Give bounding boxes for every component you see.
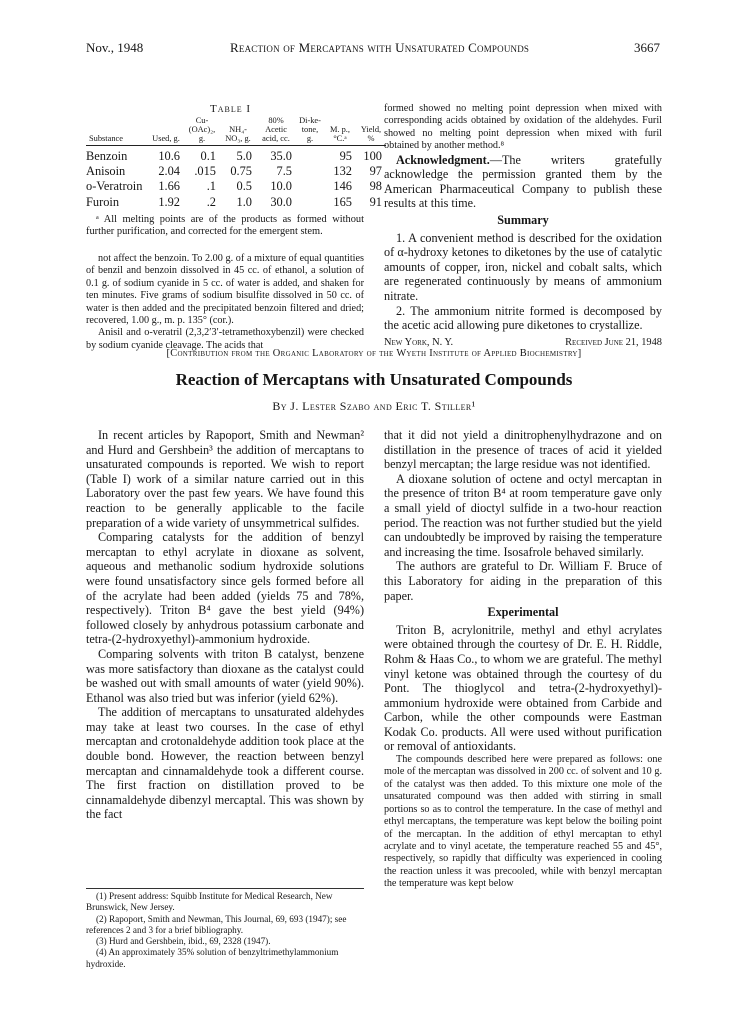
table-cell: 100 xyxy=(363,149,382,163)
table-cell: 2.04 xyxy=(158,164,180,179)
table-header-cell: Substance xyxy=(86,116,148,146)
table-cell: 1.92 xyxy=(158,194,180,209)
table-header-cell: 80% Acetic acid, cc. xyxy=(256,116,296,146)
table-header-cell: M. p., °C.ᵃ xyxy=(324,116,356,146)
received-date: Received June 21, 1948 xyxy=(565,336,662,348)
article-title: Reaction of Mercaptans with Unsaturated Compounds xyxy=(175,370,573,389)
data-table xyxy=(86,116,386,210)
paragraph: The compounds described here were prepared as follows: one mole of the mercaptan was dissolved in 200 cc. of solvent and 10 g. of the catalyst was then added. To this mixture one mole of the unsaturated compound was then added with stirring in small portions so as to control the temperature. In the case of methyl and ethyl mercaptans, the temperature was kept below the boiling point of the mercaptan. In the addition of ethyl mercaptan to ethyl acrylate and to vinyl acetate, the temperature reached 55 and 45°, respectively, so rapidly that difficulty was experienced in cooling the reaction unless it was precooled, while with benzyl mercaptan the temperature was kept below xyxy=(384,754,662,890)
contribution-line: [Contribution from the Organic Laboratory of the Wyeth Institute of Applied Biochemistry] xyxy=(166,348,582,359)
top-left-column xyxy=(86,253,364,352)
acknowledgment-heading: Acknowledgment. xyxy=(396,152,490,167)
footnote: (1) Present address: Squibb Institute for Medical Research, New Brunswick, New Jersey. xyxy=(86,891,333,913)
right-body-column xyxy=(384,428,662,891)
table-header-cell: Di-ke-tone, g. xyxy=(296,116,324,146)
table-header-cell: Cu-(OAc)₂, g. xyxy=(184,116,220,146)
table-cell: .015 xyxy=(194,164,216,179)
left-body-column xyxy=(86,428,364,822)
table-row xyxy=(86,146,386,165)
top-right-column xyxy=(384,103,662,350)
page-number: 3667 xyxy=(634,40,660,55)
page-date: Nov., 1948 xyxy=(86,40,144,55)
table-cell: 98 xyxy=(369,179,382,194)
table-cell: Benzoin xyxy=(86,149,128,163)
table-cell: 0.5 xyxy=(236,179,252,194)
footnote: (4) An approximately 35% solution of benzyltrimethylammonium hydroxide. xyxy=(86,947,339,969)
table-cell: 165 xyxy=(333,194,352,209)
table-cell xyxy=(296,179,324,194)
paragraph: Comparing catalysts for the addition of benzyl mercaptan to ethyl acrylate in dioxane as solvent, aqueous and methanolic sodium hydroxide solutions were found unsatisfactory since gels formed before all of the acrylate had been added (yields 75 and 78%, respectively). Triton B⁴ gave the best yield (94%) followed closely by anhydrous potassium carbonate and tetra-(2-hydroxyethyl)-ammonium hydroxide. xyxy=(86,530,364,647)
table-footnote xyxy=(86,214,364,238)
paragraph: The authors are grateful to Dr. William F. Bruce of this Laboratory for aiding in the preparation of this paper. xyxy=(384,559,662,603)
table-cell: 91 xyxy=(369,194,382,209)
footnote: (2) Rapoport, Smith and Newman, This Journal, 69, 693 (1947); see references 2 and 3 for a brief bibliography. xyxy=(86,913,347,935)
table-cell: Furoin xyxy=(86,194,120,209)
acknowledgment-text: —The writers gratefully acknowledge the permission granted them by the American Pharmaceutical Company to publish these results at this time. xyxy=(384,152,662,211)
paragraph: Anisil and o-veratril (2,3,2′3′-tetramethoxybenzil) were checked by sodium cyanide cleavage. The acids that xyxy=(86,327,364,351)
summary-item: 2. The ammonium nitrite formed is decomposed by the acetic acid allowing pure diketones to crystallize. xyxy=(384,303,662,333)
table-cell: 5.0 xyxy=(236,149,252,163)
paragraph: Triton B, acrylonitrile, methyl and ethyl acrylates were obtained through the courtesy of Dr. E. H. Riddle, Rohm & Haas Co., to whom we are grateful. The methyl vinyl ketone was obtained through the courtesy of du Pont. The thioglycol and tetra-(2-hydroxyethyl)-ammonium hydroxide were obtained from Carbide and Carbon, while the other compounds were Eastman Kodak Co. products. All were used without purification or removal of antioxidants. xyxy=(384,622,662,754)
table-title: Table I xyxy=(210,103,252,115)
summary-heading: Summary xyxy=(497,213,549,227)
table-row xyxy=(86,179,386,194)
footnotes xyxy=(86,891,364,970)
table-cell: Anisoin xyxy=(86,164,126,179)
table-cell: 1.66 xyxy=(158,179,180,194)
paragraph: The addition of mercaptans to unsaturated aldehydes may take at least two courses. In the case of ethyl mercaptan and crotonaldehyde addition took place at the double bond. However, the reaction between benzyl mercaptan and cinnamaldehyde took a different course. The first fraction on distillation proved to be cinnamaldehyde dibenzyl mercaptal. This was shown by the fact xyxy=(86,705,364,822)
table-cell: 97 xyxy=(369,164,382,179)
table-cell: 95 xyxy=(339,149,352,163)
table-cell: .1 xyxy=(206,179,216,194)
table-cell: 1.0 xyxy=(236,194,252,209)
experimental-heading: Experimental xyxy=(487,605,559,620)
table-cell: .2 xyxy=(206,194,216,209)
paragraph: In recent articles by Rapoport, Smith and Newman² and Hurd and Gershbein³ the addition of mercaptans to unsaturated compounds is reported. We wish to report (Table I) work of a similar nature carried out in this Laboratory over the past few years. We have found this reaction to be generally applicable to the facile preparation of a wide variety of unsymmetrical sulfides. xyxy=(86,428,364,530)
table-cell: 10.0 xyxy=(270,179,292,194)
table-cell xyxy=(296,195,324,210)
table-header-cell: NH₄-NO₃, g. xyxy=(220,116,256,146)
running-title: Reaction of Mercaptans with Unsaturated Compounds xyxy=(230,40,530,55)
paragraph: that it did not yield a dinitrophenylhydrazone and on distillation in the presence of traces of acid it yielded benzyl mercaptan; the large residue was not identified. xyxy=(384,428,662,472)
acknowledgment xyxy=(384,153,662,211)
footnote-rule xyxy=(86,888,364,889)
table-row xyxy=(86,195,386,210)
table-cell: 0.75 xyxy=(230,164,252,179)
summary-item: 1. A convenient method is described for the oxidation of α-hydroxy ketones to diketones by the use of catalytic amounts of copper, iron, nickel and cobalt salts, which are regenerated continuously by means of ammonium nitrate. xyxy=(384,230,662,303)
table-header-row xyxy=(86,116,386,146)
table-header-cell: Used, g. xyxy=(148,116,184,146)
table-cell: 132 xyxy=(333,164,352,179)
byline: By J. Lester Szabo and Eric T. Stiller¹ xyxy=(272,399,476,413)
table-footnote-text: ᵃ All melting points are of the products as formed without further purification, and corrected for the emergent stem. xyxy=(86,214,364,237)
table-row xyxy=(86,164,386,179)
table-cell: 10.6 xyxy=(158,149,180,163)
table-cell: 35.0 xyxy=(270,149,292,163)
table-cell xyxy=(296,164,324,179)
paragraph: not affect the benzoin. To 2.00 g. of a mixture of equal quantities of benzil and benzoin dissolved in 45 cc. of ethanol, a solution of 0.1 g. of sodium cyanide in 5 cc. of water is added, and shaken for ten minutes. Five grams of sodium bisulfite dissolved in 50 cc. of water is then added and the precipitated benzoin filtered and dried; recovered, 1.00 g., m. p. 135° (cor.). xyxy=(86,253,364,327)
table-cell: 30.0 xyxy=(270,194,292,209)
place: New York, N. Y. xyxy=(384,336,454,348)
table-cell: 7.5 xyxy=(276,164,292,179)
table-cell: 0.1 xyxy=(200,149,216,163)
footnote: (3) Hurd and Gershbein, ibid., 69, 2328 (1947). xyxy=(96,936,271,947)
paragraph: formed showed no melting point depression when mixed with corresponding acids obtained by oxidation of the aldehydes. Furil showed no melting point depression when mixed with furil obtained by another method.⁸ xyxy=(384,103,662,152)
paragraph: A dioxane solution of octene and octyl mercaptan in the presence of triton B⁴ at room temperature gave only a small yield of dioctyl sulfide in a two-hour reaction period. The reaction was not further studied but the yield can undoubtedly be improved by raising the temperature and increasing the time. Isosafrole behaved similarly. xyxy=(384,471,662,559)
table-cell xyxy=(296,146,324,165)
paragraph: Comparing solvents with triton B catalyst, benzene was more satisfactory than dioxane as the catalyst could be washed out with small amounts of water (yield 90%). Ethanol was also tried but was inferior (yield 62%). xyxy=(86,646,364,705)
table-header-cell: Yield, % xyxy=(356,116,386,146)
table-cell: 146 xyxy=(333,179,352,194)
table-cell: o-Veratroin xyxy=(86,179,143,194)
